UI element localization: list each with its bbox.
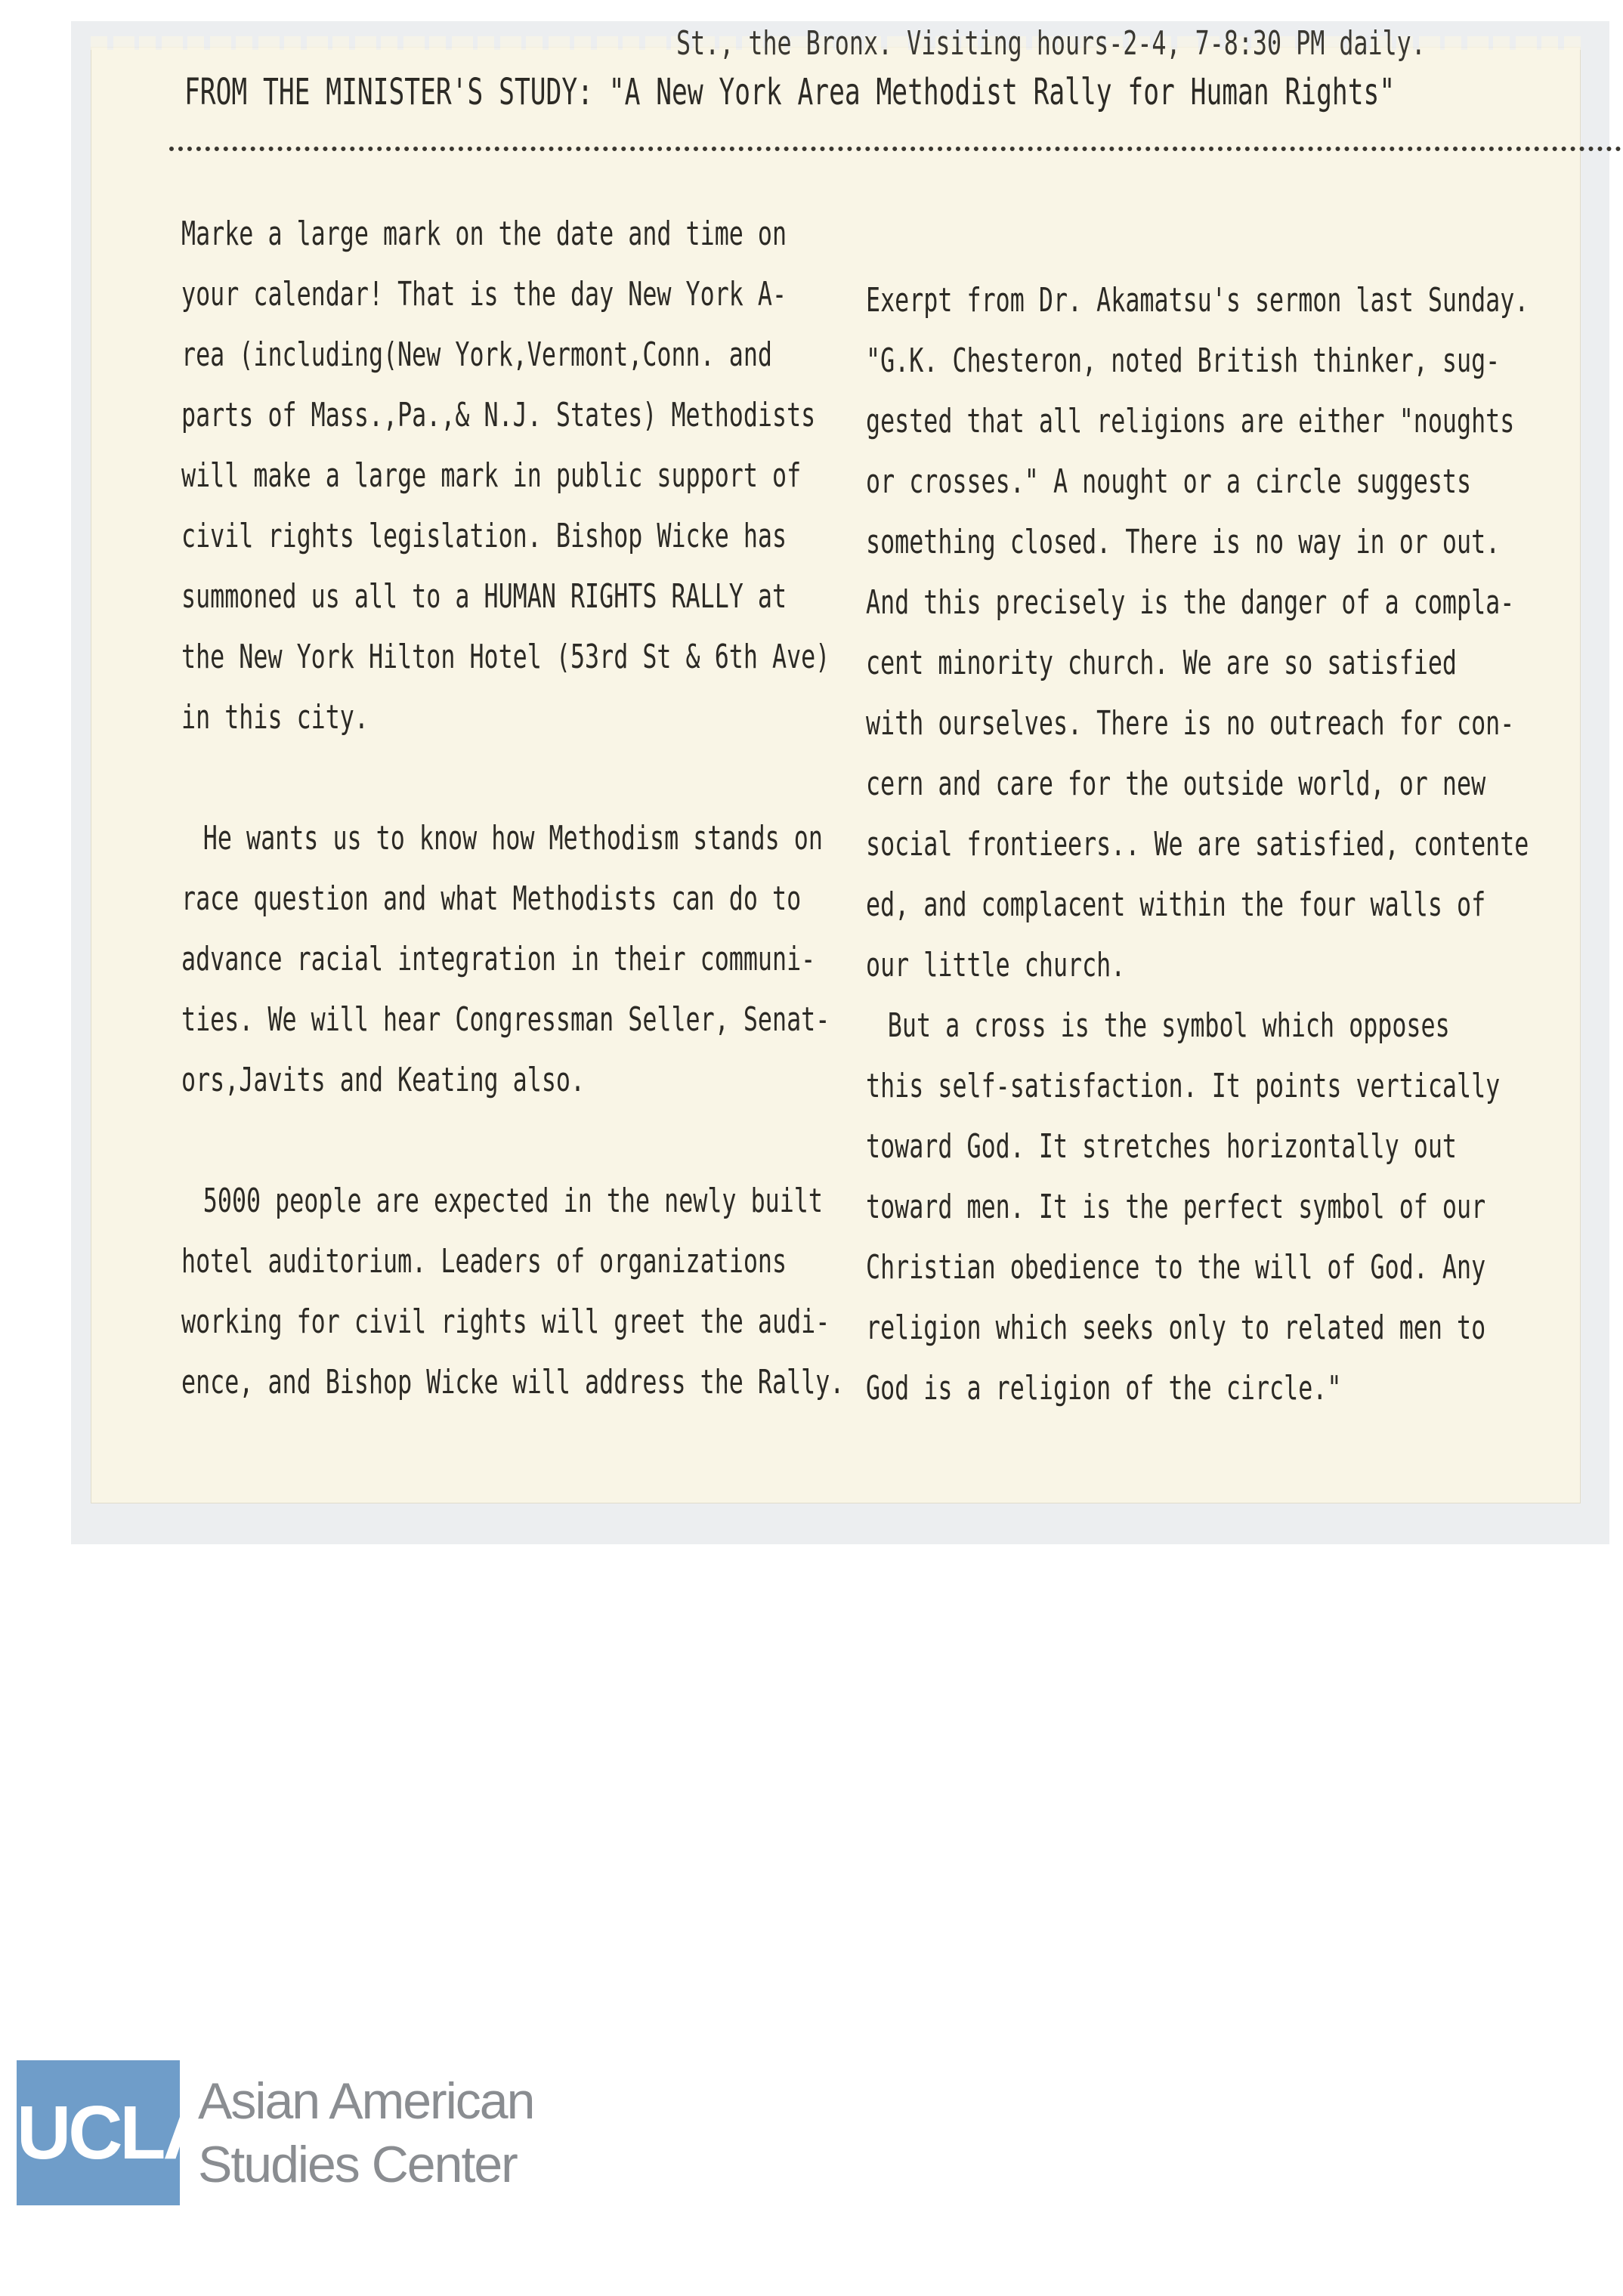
text-line: summoned us all to a HUMAN RIGHTS RALLY at [181, 577, 787, 616]
section-header: FROM THE MINISTER'S STUDY: "A New York Area Methodist Rally for Human Rights" [184, 71, 1396, 113]
ucla-logo-box: UCLA [17, 2060, 180, 2205]
text-line: God is a religion of the circle." [866, 1369, 1342, 1408]
text-line: ence, and Bishop Wicke will address the Rally. [181, 1363, 845, 1401]
text-line: ties. We will hear Congressman Seller, Senat- [181, 1000, 830, 1039]
text-line: the New York Hilton Hotel (53rd St & 6th Ave) [181, 638, 830, 676]
text-line: hotel auditorium. Leaders of organizations [181, 1242, 787, 1281]
text-line: "G.K. Chesteron, noted British thinker, sug- [866, 341, 1501, 380]
text-line: 5000 people are expected in the newly built [202, 1182, 823, 1220]
text-line: our little church. [866, 946, 1126, 984]
text-line: race question and what Methodists can do to [181, 879, 802, 918]
text-line: something closed. There is no way in or out. [866, 523, 1501, 561]
text-line: cent minority church. We are so satisfied [866, 644, 1457, 682]
dotted-divider [169, 147, 1623, 151]
torn-top-fragment: St., the Bronx. Visiting hours-2-4, 7-8:30 PM daily. [676, 24, 1426, 63]
logo-line-1: Asian American [198, 2072, 534, 2130]
text-line: rea (including(New York,Vermont,Conn. and [181, 335, 772, 374]
typed-newsletter-page [91, 24, 1581, 1503]
text-line: your calendar! That is the day New York A- [181, 275, 787, 314]
ucla-aasc-logo [17, 2060, 533, 2205]
text-line: He wants us to know how Methodism stands on [202, 819, 823, 858]
right-column [866, 270, 1623, 1419]
text-line: gested that all religions are either "noughts [866, 402, 1515, 440]
text-line: ors,Javits and Keating also. [181, 1061, 586, 1099]
text-line: Christian obedience to the will of God. Any [866, 1248, 1486, 1287]
text-line: advance racial integration in their communi- [181, 940, 816, 978]
text-line: with ourselves. There is no outreach for con- [866, 704, 1515, 743]
sermon-paragraph-circle [866, 331, 1623, 996]
text-line: toward men. It is the perfect symbol of our [866, 1188, 1486, 1226]
text-line: social frontieers.. We are satisfied, contente [866, 825, 1529, 864]
text-line: working for civil rights will greet the audi- [181, 1303, 830, 1341]
text-line: ed, and complacent within the four walls of [866, 885, 1486, 924]
text-line: in this city. [181, 698, 369, 737]
sermon-paragraph-cross [866, 996, 1623, 1419]
text-line: toward God. It stretches horizontally out [866, 1127, 1457, 1166]
text-line: And this precisely is the danger of a compla- [866, 583, 1515, 622]
text-line: Marke a large mark on the date and time on [181, 215, 787, 253]
logo-line-2: Studies Center [198, 2136, 517, 2193]
text-line: or crosses." A nought or a circle suggests [866, 462, 1472, 501]
text-line: civil rights legislation. Bishop Wicke has [181, 517, 787, 555]
text-line: parts of Mass.,Pa.,& N.J. States) Methodists [181, 396, 816, 434]
sermon-excerpt-intro: Exerpt from Dr. Akamatsu's sermon last Sunday. [866, 281, 1529, 320]
text-line: But a cross is the symbol which opposes [887, 1006, 1450, 1045]
text-line: will make a large mark in public support of [181, 456, 802, 495]
text-line: this self-satisfaction. It points vertically [866, 1067, 1501, 1105]
text-line: religion which seeks only to related men to [866, 1309, 1486, 1347]
text-line: cern and care for the outside world, or new [866, 765, 1486, 803]
logo-wordmark [198, 2069, 533, 2196]
